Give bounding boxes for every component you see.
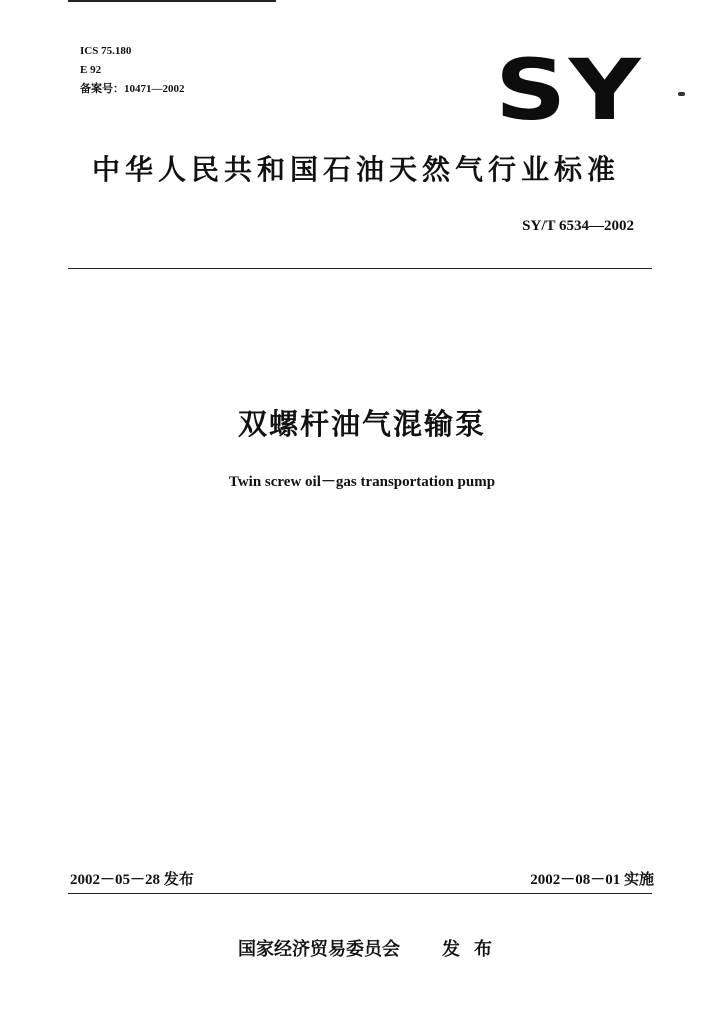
footer-divider	[68, 893, 652, 894]
sy-logo: SY	[495, 41, 643, 139]
header-divider	[68, 268, 652, 269]
document-title-english: Twin screw oil－gas transportation pump	[228, 474, 496, 490]
classification-block	[80, 42, 185, 99]
record-number: 备案号：10471—2002	[80, 83, 185, 95]
ccs-code: E 92	[80, 64, 102, 76]
organization-title: 中华人民共和国石油天然气行业标准	[92, 153, 621, 186]
scan-mark	[678, 92, 685, 96]
ics-code: ICS 75.180	[80, 45, 132, 57]
issuing-authority: 国家经济贸易委员会	[238, 939, 400, 960]
implementation-date: 2002－08－01 实施	[530, 872, 654, 888]
standard-number: SY/T 6534—2002	[522, 218, 634, 234]
top-edge-rule	[68, 0, 276, 2]
issue-action: 发布	[442, 939, 506, 960]
document-title-chinese: 双螺杆油气混输泵	[237, 407, 486, 441]
issue-date: 2002－05－28 发布	[70, 872, 194, 888]
